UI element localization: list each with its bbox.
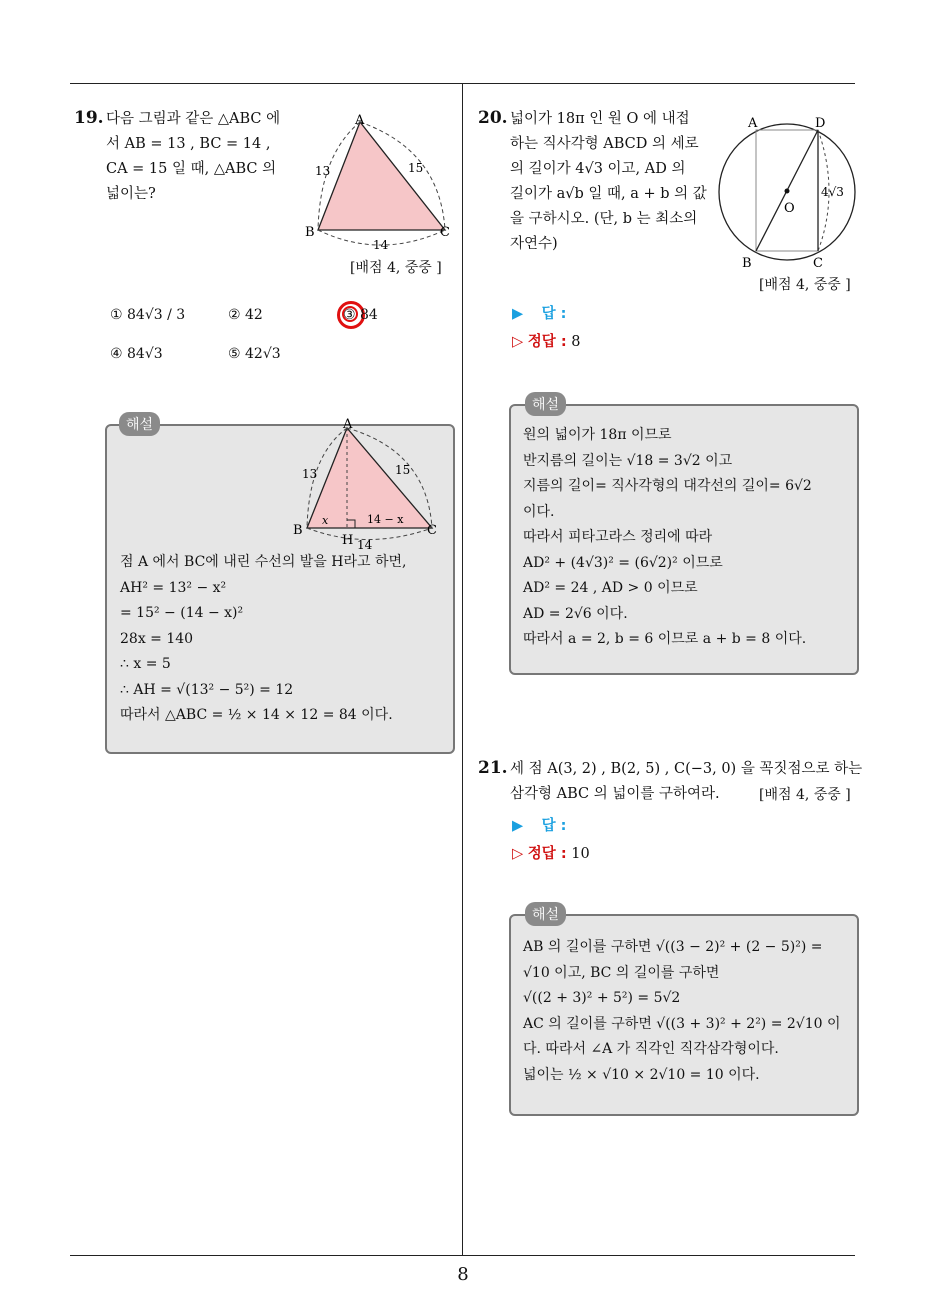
vertex-c: C	[440, 225, 450, 240]
vertex-a: A	[343, 417, 353, 432]
explanation-line: √10 이고, BC 의 길이를 구하면	[523, 964, 720, 981]
explanation-line: AB 의 길이를 구하면 √((3 − 2)² + (2 − 5)²) =	[523, 939, 823, 955]
choice-3[interactable]: ③ 84	[343, 307, 378, 323]
q20-line: 길이가 a√b 일 때, a + b 의 값	[510, 186, 707, 202]
q20-line: 을 구하시오. (단, b 는 최소의	[510, 211, 698, 227]
vertex-b: B	[293, 523, 303, 538]
q21-explanation-lines	[523, 935, 841, 1088]
explanation-line: √((2 + 3)² + 5²) = 5√2	[523, 990, 681, 1006]
explanation-line: 원의 넓이가 18π 이므로	[523, 427, 672, 443]
choice-1[interactable]: ① 84√3 / 3	[110, 307, 186, 323]
center-dot	[785, 189, 790, 194]
q19-explanation-figure	[287, 416, 447, 551]
label-ab: 13	[302, 467, 318, 481]
explanation-line: AD² + (4√3)² = (6√2)² 이므로	[523, 554, 723, 571]
vertex-a: A	[748, 116, 758, 131]
explanation-line: 점 A 에서 BC에 내린 수선의 발을 H라고 하면,	[120, 554, 407, 570]
explanation-tag: 해설	[525, 392, 566, 416]
vertex-b: B	[742, 256, 752, 271]
question-20-number: 20.	[478, 108, 508, 128]
q20-correct-row	[512, 330, 580, 351]
question-20-text	[510, 107, 707, 257]
q20-line: 의 길이가 4√3 이고, AD 의	[510, 161, 686, 177]
page-number: 8	[457, 1264, 469, 1285]
q19-triangle-figure	[300, 110, 460, 255]
correct-label: 정답 :	[527, 846, 567, 862]
outline-play-icon: ▷	[512, 846, 524, 862]
q19-meta: [배점 4, 중중 ]	[350, 260, 442, 276]
explanation-line: AD² = 24 , AD > 0 이므로	[523, 580, 698, 596]
answer-label: 답 :	[541, 306, 567, 322]
vertex-b: B	[305, 225, 315, 240]
vertex-a: A	[355, 113, 365, 128]
explanation-line: ∴ AH = √(13² − 5²) = 12	[120, 681, 294, 698]
correct-value: 10	[571, 846, 590, 862]
explanation-line: 따라서 a = 2, b = 6 이므로 a + b = 8 이다.	[523, 631, 807, 647]
explanation-line: 따라서 △ABC = ½ × 14 × 12 = 84 이다.	[120, 707, 393, 723]
vertex-d: D	[815, 116, 826, 131]
column-divider	[462, 83, 463, 1255]
explanation-line: 반지름의 길이는 √18 = 3√2 이고	[523, 452, 733, 469]
answer-label: 답 :	[541, 818, 567, 834]
q20-circle-figure	[712, 112, 862, 274]
vertex-c: C	[813, 256, 823, 271]
explanation-tag: 해설	[525, 902, 566, 926]
label-x: x	[322, 514, 329, 527]
foot-h: H	[342, 533, 354, 548]
q20-explanation-lines	[523, 423, 812, 653]
q21-explanation-box	[509, 907, 859, 1116]
q19-explanation-box	[105, 417, 455, 754]
choice-5[interactable]: ⑤ 42√3	[228, 346, 281, 362]
bottom-rule	[70, 1255, 855, 1256]
outline-play-icon: ▷	[512, 334, 524, 350]
choice-4[interactable]: ④ 84√3	[110, 346, 163, 362]
label-bc: 14	[373, 238, 389, 252]
explanation-line: 넓이는 ½ × √10 × 2√10 = 10 이다.	[523, 1066, 760, 1083]
explanation-line: 이다.	[523, 503, 555, 520]
label-ca: 15	[395, 463, 411, 477]
explanation-line: ∴ x = 5	[120, 656, 171, 672]
q20-line: 하는 직사각형 ABCD 의 세로	[510, 136, 699, 152]
q20-line: 넓이가 18π 인 원 O 에 내접	[510, 111, 690, 127]
correct-label: 정답 :	[527, 334, 567, 350]
question-19-number: 19.	[74, 108, 104, 128]
choice-2[interactable]: ② 42	[228, 307, 263, 323]
q19-line: 넓이는?	[106, 186, 156, 202]
q21-line: 세 점 A(3, 2) , B(2, 5) , C(−3, 0) 을 꼭짓점으로 하는	[510, 761, 863, 777]
label-ab: 13	[315, 164, 331, 178]
question-19-text	[106, 107, 280, 207]
q21-answer-row	[512, 814, 566, 835]
q19-explanation-lines	[120, 550, 407, 729]
q20-answer-row	[512, 302, 566, 323]
label-ca: 15	[408, 161, 424, 175]
q20-explanation-box	[509, 397, 859, 675]
q21-correct-row	[512, 842, 590, 863]
label-rest: 14 − x	[367, 513, 404, 526]
triangle-fill	[318, 122, 445, 230]
q21-meta: [배점 4, 중중 ]	[759, 787, 851, 803]
explanation-line: = 15² − (14 − x)²	[120, 605, 244, 621]
label-bc: 14	[357, 538, 373, 551]
play-icon: ▶	[512, 818, 524, 834]
explanation-line: 지름의 길이= 직사각형의 대각선의 길이= 6√2	[523, 478, 812, 494]
center-o: O	[784, 201, 795, 216]
explanation-line: AC 의 길이를 구하면 √((3 + 3)² + 2²) = 2√10 이	[523, 1015, 841, 1032]
q20-meta: [배점 4, 중중 ]	[759, 277, 851, 293]
q19-line: 서 AB = 13 , BC = 14 ,	[106, 136, 271, 152]
q19-line: CA = 15 일 때, △ABC 의	[106, 161, 277, 177]
label-side: 4√3	[821, 185, 844, 199]
q20-line: 자연수)	[510, 236, 558, 252]
play-icon: ▶	[512, 306, 524, 322]
explanation-line: AH² = 13² − x²	[120, 579, 227, 596]
q21-line: 삼각형 ABC 의 넓이를 구하여라.	[510, 786, 720, 802]
explanation-line: AD = 2√6 이다.	[523, 605, 628, 622]
explanation-tag: 해설	[119, 412, 160, 436]
explanation-line: 다. 따라서 ∠A 가 직각인 직각삼각형이다.	[523, 1041, 779, 1057]
explanation-line: 28x = 140	[120, 630, 194, 647]
q19-line: 다음 그림과 같은 △ABC 에	[106, 111, 281, 127]
correct-value: 8	[571, 334, 581, 350]
question-21-number: 21.	[478, 758, 508, 778]
explanation-line: 따라서 피타고라스 정리에 따라	[523, 529, 713, 545]
vertex-c: C	[427, 523, 437, 538]
